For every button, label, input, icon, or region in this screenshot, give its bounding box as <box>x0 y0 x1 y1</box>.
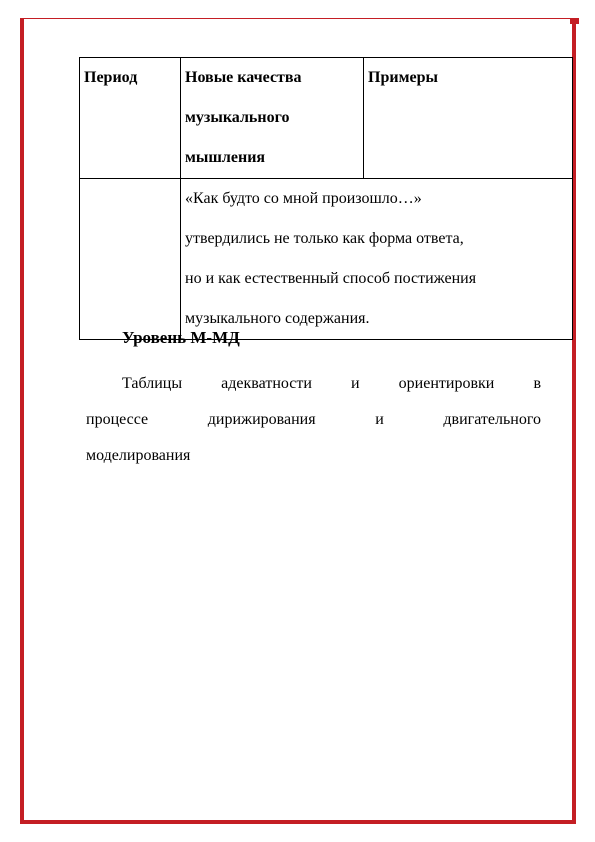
section-paragraph <box>86 366 541 474</box>
header-period: Период <box>80 58 181 179</box>
frame-corner-accent <box>570 18 579 24</box>
paragraph-line: процессе дирижирования и двигательного <box>86 411 541 428</box>
cell-period <box>80 179 181 340</box>
paragraph-line: Таблицы адекватности и ориентировки в <box>122 375 541 392</box>
periods-table <box>79 57 573 340</box>
header-qualities: Новые качества музыкального мышления <box>181 58 364 179</box>
section-heading: Уровень М-МД <box>122 328 240 347</box>
header-examples: Примеры <box>364 58 573 179</box>
paragraph-line: моделирования <box>86 447 191 464</box>
table-header-row <box>80 58 573 179</box>
table-row <box>80 179 573 340</box>
cell-qualities: «Как будто со мной произошло…» утвердились не только как форма ответа, но и как естественный способ постижения музыкального содержания. <box>181 179 573 340</box>
